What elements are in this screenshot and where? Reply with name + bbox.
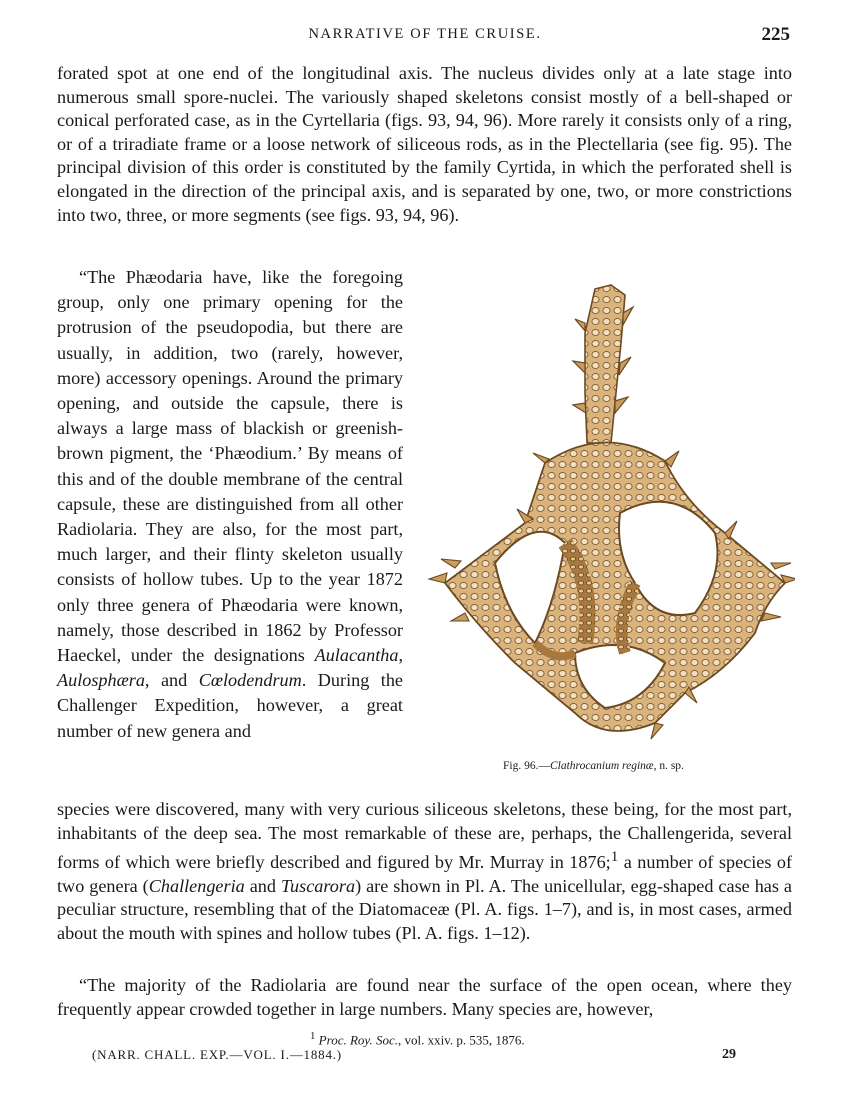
page-number: 225 — [761, 24, 790, 45]
genus-name: Cœlodendrum — [198, 670, 302, 691]
signature-mark: 29 — [722, 1047, 736, 1062]
genus-name: Aulosphæra — [57, 670, 145, 691]
figure-96 — [425, 283, 795, 772]
footnote-ref[interactable]: 1 — [610, 848, 619, 866]
text-run: and — [244, 875, 281, 896]
caption-suffix: , n. sp. — [653, 760, 684, 772]
page-header — [60, 24, 790, 52]
apical-horn — [585, 285, 625, 443]
paragraph-cyrtellaria: forated spot at one end of the longitudinal axis. The nucleus divides only at a late stage into numerous small spore-nuclei. The variously shaped skeletons consist mostly of a bell-shaped or conical perforated case, as in the Cyrtellaria (figs. 93, 94, 96). More rarely it consists only of a ring, or of a triradiate frame or a loose network of siliceous rods, as in the Plectellaria (see fig. 95). The principal division of this order is constituted by the family Cyrtida, in which the perforated shell is elongated in the direction of the principal axis, and is separated by one, two, or more constrictions into two, three, or more segments (see figs. 93, 94, 96). — [57, 63, 792, 225]
text-run: ) are shown in Pl. A. The unicellular, egg-shaped case has a peculiar structure, resembling that of the Diatomaceæ (Pl. A. figs. 1–7), and is, in most cases, armed about the mouth with spines and hollow tubes (Pl. A. figs. 1–12). — [57, 875, 792, 944]
genus-name: Aulacantha — [314, 645, 399, 666]
clathrocanium-illustration — [425, 283, 795, 743]
text-run: , — [398, 645, 403, 666]
footnote-source: Proc. Roy. Soc. — [318, 1032, 398, 1048]
figure-caption — [503, 760, 803, 772]
running-title: NARRATIVE OF THE CRUISE. — [308, 26, 542, 42]
text-run: “The Phæodaria have, like the foregoing group, only one primary opening for the protrusion of the pseudopodia, but there are usually, in addition, two (rarely, however, more) accessory openings. Around the primary opening, and outside the capsule, there is always a large mass of blackish or greenish-brown pigment, the ‘Phæodium.’ By means of this and of the double membrane of the central capsule, these are distinguished from all other Radiolaria. They are also, for the most part, much larger, and their flinty skeleton usually consists of hollow tubes. Up to the year 1872 only three genera of Phæodaria were known, namely, those described in 1862 by Professor Haeckel, under the designations — [57, 267, 403, 666]
caption-species: Clathrocanium reginæ — [549, 760, 654, 772]
footer-imprint: (NARR. CHALL. EXP.—VOL. I.—1884.) — [92, 1047, 342, 1062]
paragraph-phaeodaria — [57, 265, 403, 744]
footnote-detail: , vol. xxiv. p. 535, 1876. — [397, 1032, 525, 1048]
text-run: a number of species of two genera ( — [57, 852, 793, 896]
footnote-marker: 1 — [310, 1030, 316, 1042]
genus-name: Tuscarora — [280, 875, 356, 896]
genus-name: Challengeria — [148, 875, 245, 896]
caption-label: Fig. 96.— — [503, 760, 550, 772]
paragraph-challengerida — [57, 798, 792, 946]
footnote — [310, 1030, 525, 1048]
paragraph-distribution: “The majority of the Radiolaria are found near the surface of the open ocean, where they frequently appear crowded together in large numbers. Many species are, however, — [57, 975, 792, 1019]
text-run: , and — [144, 670, 199, 691]
text-run: . During the Challenger Expedition, however, a great number of new genera and — [57, 670, 404, 741]
text-run: species were discovered, many with very curious siliceous skeletons, these being, for the most part, inhabitants of the deep sea. The most remarkable of these are, perhaps, the Challengerida, several forms of which were briefly described and figured by Mr. Murray in 1876; — [57, 799, 792, 873]
